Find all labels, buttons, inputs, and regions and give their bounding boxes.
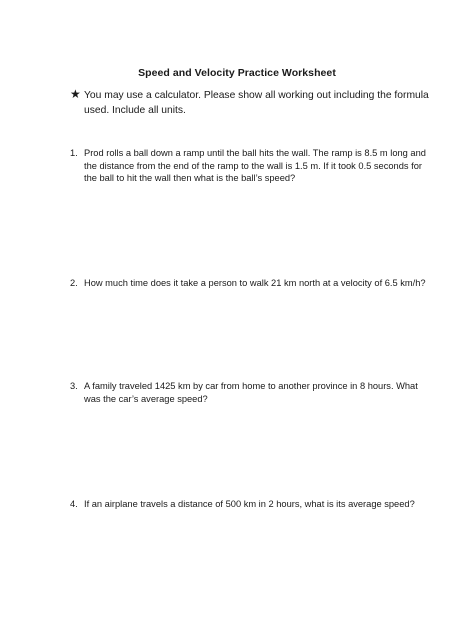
question-4 [70, 498, 430, 511]
page-title: Speed and Velocity Practice Worksheet [138, 67, 336, 79]
question-text: If an airplane travels a distance of 500 km in 2 hours, what is its average speed? [84, 499, 415, 509]
question-number: 1. [70, 148, 78, 158]
question-text: Prod rolls a ball down a ramp until the ball hits the wall. The ramp is 8.5 m long and the distance from the end of the ramp to the wall is 1.5 m. If it took 0.5 seconds for the ball to hit the wall then what is the ball’s speed? [84, 148, 426, 183]
star-icon: ★ [70, 87, 81, 101]
question-text: A family traveled 1425 km by car from home to another province in 8 hours. What was the car’s average speed? [84, 381, 418, 404]
question-2 [70, 277, 430, 290]
instructions-text: You may use a calculator. Please show all working out including the formula used. Include all units. [84, 90, 429, 116]
question-3 [70, 380, 430, 405]
question-number: 2. [70, 278, 78, 288]
question-text: How much time does it take a person to walk 21 km north at a velocity of 6.5 km/h? [84, 278, 426, 288]
instructions [70, 88, 430, 118]
question-number: 3. [70, 381, 78, 391]
question-1 [70, 147, 430, 185]
question-number: 4. [70, 499, 78, 509]
